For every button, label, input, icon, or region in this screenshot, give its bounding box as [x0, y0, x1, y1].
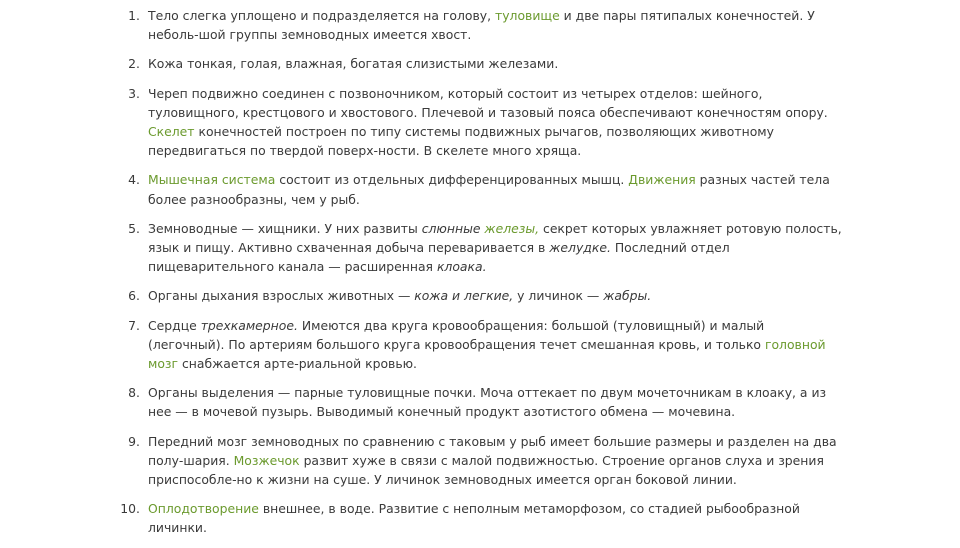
text-span: Органы дыхания взрослых животных —	[148, 288, 415, 304]
emphasized-term: желудке.	[549, 240, 611, 256]
list-item-text	[148, 8, 815, 42]
text-span: конечностей построен по типу системы подвижных рычагов, позволяющих животному передвигаться по твердой поверх-ности. В скелете много хряща.	[148, 124, 774, 159]
list-item	[0, 170, 842, 208]
list-item-number: 6.	[128, 288, 140, 304]
list-item	[0, 499, 842, 537]
emphasized-term: кожа и легкие,	[414, 288, 514, 304]
text-span: Тело слегка уплощено и подразделяется на голову,	[148, 8, 495, 23]
list-item-text	[148, 385, 826, 419]
list-item	[0, 54, 842, 73]
text-span: Последний отдел пищеварительного канала — расширенная	[148, 240, 730, 275]
emphasized-term: трехкамерное.	[200, 317, 298, 333]
list-item-text	[148, 221, 842, 274]
text-span: Сердце	[148, 317, 201, 333]
text-span: Органы выделения — парные туловищные почки. Моча оттекает по двум мочеточникам в клоаку, а из нее — в мочевой пузырь. Выводимый конечный продукт азотистого обмена — мочевина.	[148, 385, 827, 420]
term-link[interactable]: Скелет	[148, 124, 195, 140]
term-link[interactable]: головной мозг	[148, 336, 826, 372]
list-item-text	[148, 56, 558, 71]
list-item	[0, 432, 842, 490]
list-item-text	[148, 172, 830, 206]
emphasized-term: жабры.	[603, 288, 652, 304]
list-item-number: 9.	[128, 433, 140, 449]
numbered-list	[0, 6, 960, 548]
emphasized-term: слюнные	[421, 220, 485, 236]
list-item	[0, 316, 842, 374]
list-item-number: 10.	[120, 501, 140, 517]
list-item	[0, 219, 842, 277]
list-item-number: 3.	[128, 85, 140, 101]
text-span: внешнее, в воде. Развитие с неполным метаморфозом, со стадией рыбообразной личинки.	[148, 501, 800, 536]
list-item-text	[148, 318, 826, 371]
list-item-text	[148, 501, 800, 535]
text-span: секрет которых увлажняет ротовую полость, язык и пищу. Активно схваченная добыча переваривается в	[148, 220, 842, 256]
term-link[interactable]: Мозжечок	[233, 452, 300, 468]
text-span: разных частей тела более разнообразны, чем у рыб.	[148, 172, 830, 207]
term-link[interactable]: Мышечная система	[148, 172, 276, 188]
list-item	[0, 84, 842, 161]
list-item-number: 2.	[128, 56, 140, 72]
list-item	[0, 383, 842, 421]
term-link[interactable]: туловище	[495, 8, 560, 23]
term-link[interactable]: Движения	[628, 172, 696, 188]
list-item	[0, 286, 842, 305]
text-span: Земноводные — хищники. У них развиты	[148, 220, 422, 236]
list-item-text	[148, 288, 651, 303]
text-span: Передний мозг земноводных по сравнению с таковым у рыб имеет большие размеры и разделен на два полу-шария.	[148, 433, 837, 468]
list-item-number: 1.	[128, 8, 140, 23]
text-span: снабжается арте-риальной кровью.	[178, 356, 417, 372]
term-link[interactable]: Оплодотворение	[148, 501, 259, 517]
list-item	[0, 6, 842, 44]
list-item-number: 7.	[128, 317, 140, 333]
list-item-number: 8.	[128, 385, 140, 401]
text-span: Череп подвижно соединен с позвоночником, который состоит из четырех отделов: шейного, туловищного, крестцового и хвостового. Плечевой и тазовый пояса обеспечивают конечностям опору.	[148, 85, 828, 120]
emphasized-term: клоака.	[436, 259, 487, 275]
text-span: у личинок —	[513, 288, 604, 304]
text-span: развит хуже в связи с малой подвижностью. Строение органов слуха и зрения приспособле-но к жизни на суше. У личинок земноводных имеется орган боковой линии.	[148, 452, 824, 488]
text-span: Имеются два круга кровообращения: большой (туловищный) и малый (легочный). По артериям большого круга кровообращения течет смешанная кровь, и только	[148, 317, 765, 352]
text-span: Кожа тонкая, голая, влажная, богатая слизистыми железами.	[148, 56, 559, 72]
list-item-text	[148, 86, 828, 159]
text-span: состоит из отдельных дифференцированных мышц.	[275, 172, 629, 188]
list-item-text	[148, 434, 837, 487]
term-link[interactable]: железы,	[484, 220, 540, 236]
list-item-number: 5.	[128, 220, 140, 236]
text-span: и две пары пятипалых конечностей. У неболь-шой группы земноводных имеется хвост.	[148, 8, 815, 43]
list-item-number: 4.	[128, 172, 140, 188]
